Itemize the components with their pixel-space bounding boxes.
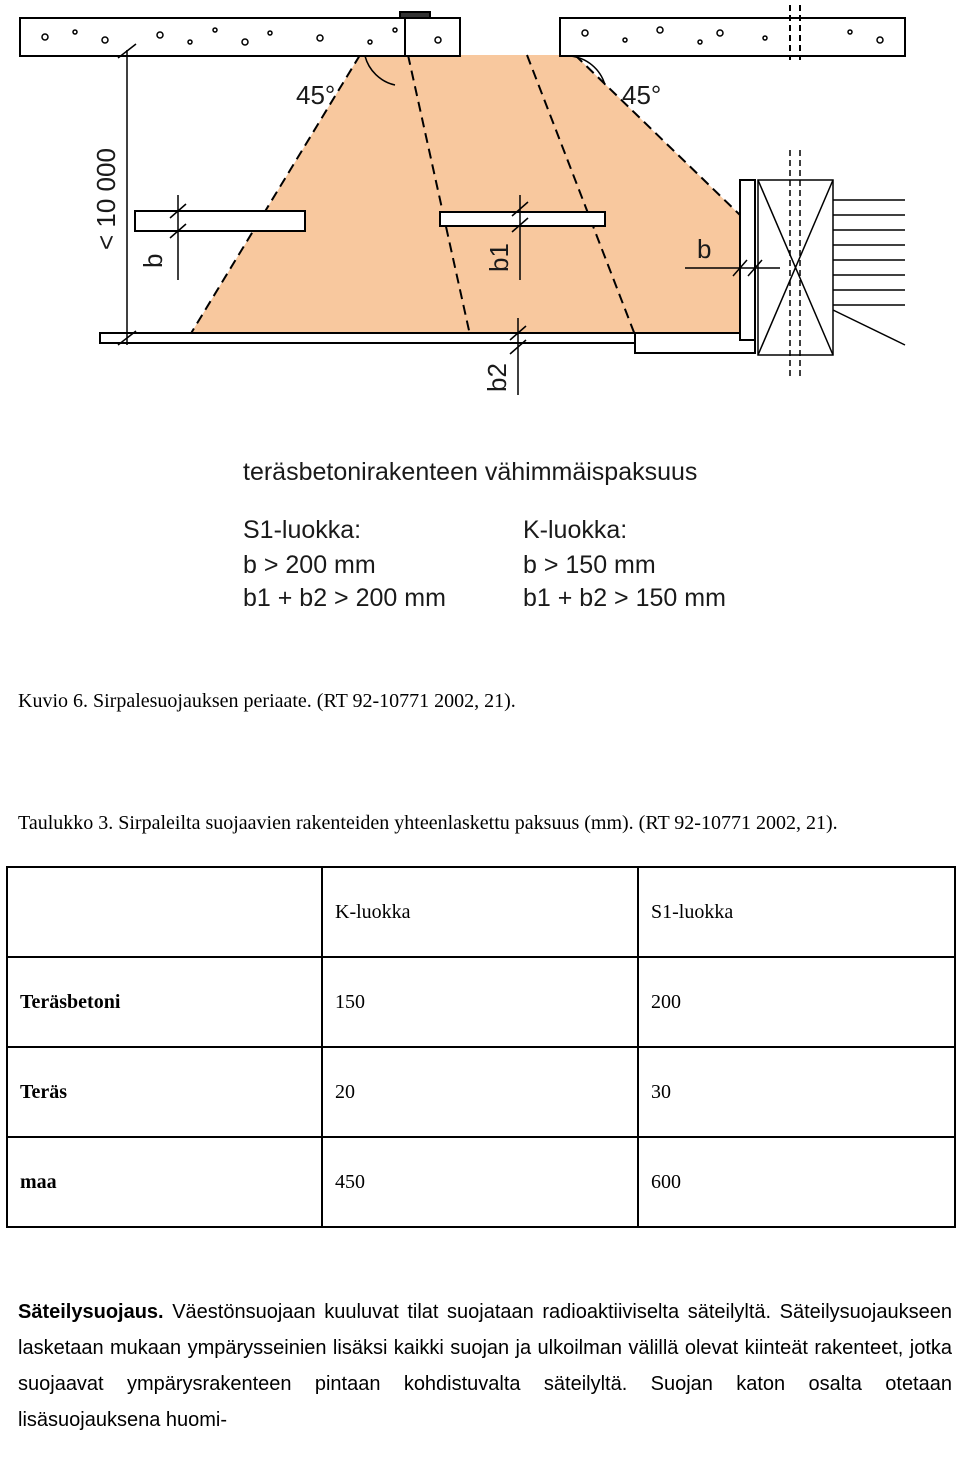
row-label: Teräsbetoni [7, 957, 322, 1047]
row-label: Teräs [7, 1047, 322, 1137]
b1-label: b1 [484, 243, 514, 272]
s1-title: S1-luokka: [243, 516, 362, 544]
cell-s1: 200 [638, 957, 955, 1047]
angle-left-label: 45° [296, 80, 336, 110]
s1-line2: b1 + b2 > 200 mm [243, 584, 446, 612]
diagram-heading: teräsbetonirakenteen vähimmäispaksuus [243, 458, 698, 486]
height-label: < 10 000 [91, 148, 121, 250]
k-line2: b1 + b2 > 150 mm [523, 584, 726, 612]
cell-k: 20 [322, 1047, 638, 1137]
thickness-table [6, 866, 956, 1228]
angle-right-label: 45° [622, 80, 662, 110]
k-title: K-luokka: [523, 516, 628, 544]
table-row [7, 1137, 955, 1227]
stairwell [758, 150, 905, 380]
paragraph-text: Väestönsuojaan kuuluvat tilat suojataan radioaktiiviselta säteilyltä. Säteilysuojaukseen lasketaan mukaan ympärysseinien lisäksi kaikki suojan ja ulkoilman välillä olevat kiinteät rakenteet, jotka suojaavat ympärysrakenteen pintaan kohdistuvalta säteilyltä. Suojan katon osalta otetaan lisäsuojauksena huomi- [18, 1301, 952, 1431]
table-title: Taulukko 3. Sirpaleilta suojaavien rakenteiden yhteenlaskettu paksuus (mm). (RT 92-10771 2002, 21). [18, 812, 838, 834]
k-line1: b > 150 mm [523, 551, 656, 579]
b-left-label: b [138, 253, 168, 268]
s1-line1: b > 200 mm [243, 551, 376, 579]
paragraph-lead: Säteilysuojaus. [18, 1301, 164, 1323]
table-row [7, 1047, 955, 1137]
table-row [7, 957, 955, 1047]
body-paragraph [18, 1294, 952, 1438]
figure-caption: Kuvio 6. Sirpalesuojauksen periaate. (RT 92-10771 2002, 21). [18, 690, 516, 712]
cell-k: 450 [322, 1137, 638, 1227]
cell-k: 150 [322, 957, 638, 1047]
b-right-label: b [697, 234, 712, 264]
b2-label: b2 [482, 363, 512, 392]
cell-s1: 30 [638, 1047, 955, 1137]
row-label: maa [7, 1137, 322, 1227]
protection-diagram [0, 0, 960, 640]
roof-slab [20, 5, 905, 60]
table-header-row [7, 867, 955, 957]
cell-s1: 600 [638, 1137, 955, 1227]
header-k-luokka: K-luokka [322, 867, 638, 957]
header-empty [7, 867, 322, 957]
diagram-svg [0, 0, 960, 640]
b-left-dimension [170, 195, 186, 280]
header-s1-luokka: S1-luokka [638, 867, 955, 957]
